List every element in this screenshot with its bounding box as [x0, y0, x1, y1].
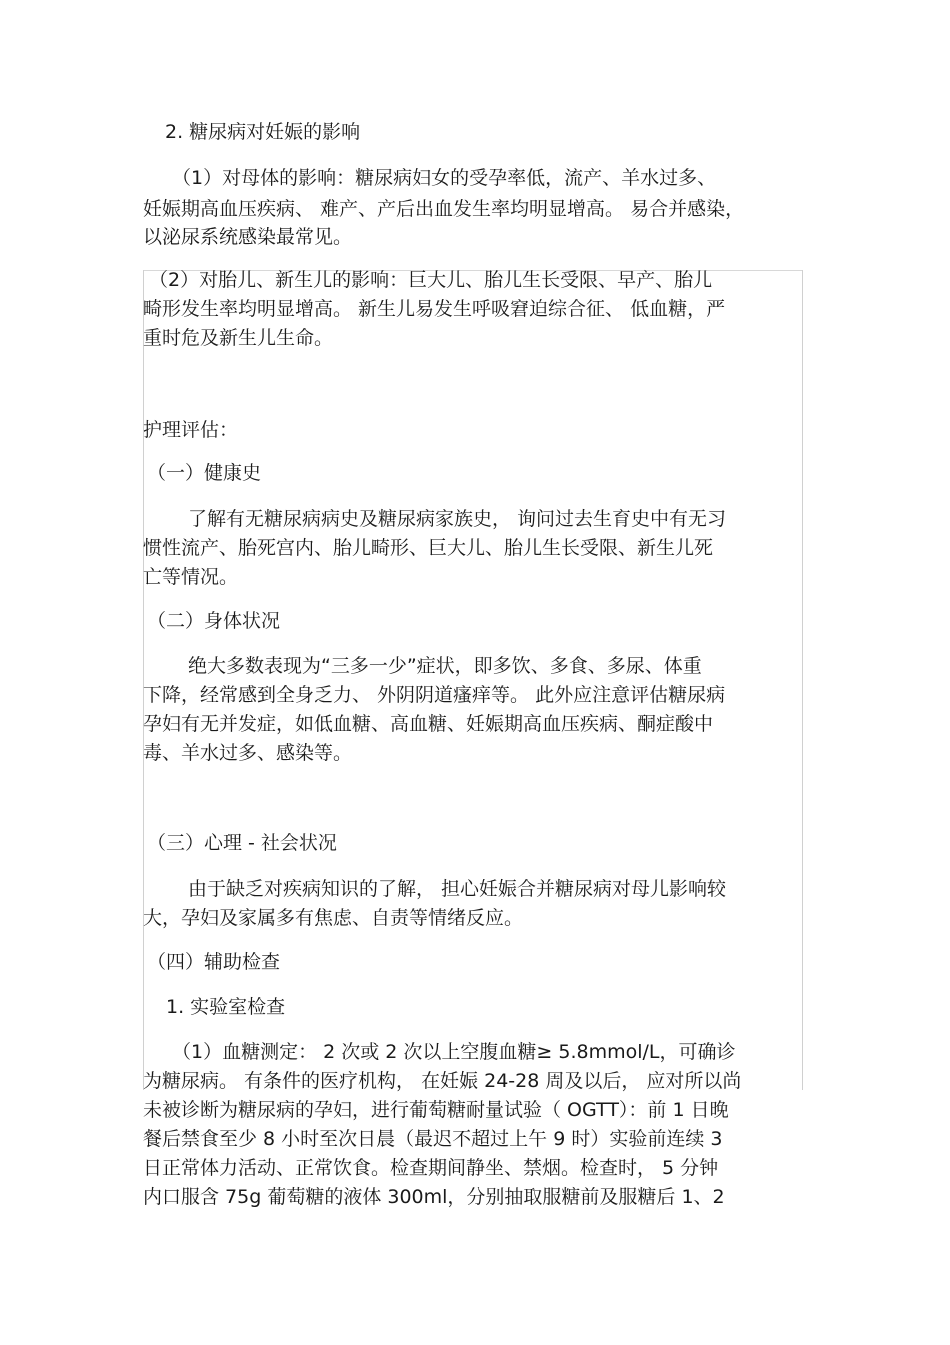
section-heading: 护理评估： — [143, 419, 239, 441]
paragraph-line: 内口服含 75g 葡萄糖的液体 300ml，分别抽取服糖前及服糖后 1、2 — [143, 1186, 725, 1208]
paragraph-line: 惯性流产、胎死宫内、胎儿畸形、巨大儿、胎儿生长受限、新生儿死 — [143, 537, 714, 559]
paragraph-line: 畸形发生率均明显增高。 新生儿易发生呼吸窘迫综合征、 低血糖，严 — [143, 298, 726, 320]
table-border-right — [802, 270, 803, 1090]
paragraph-line: 绝大多数表现为“三多一少”症状，即多饮、多食、多尿、体重 — [188, 655, 702, 677]
subsection-heading: （四）辅助检查 — [147, 951, 281, 973]
subsection-heading: （三）心理 - 社会状况 — [147, 832, 337, 854]
paragraph-line: 重时危及新生儿生命。 — [143, 327, 334, 349]
paragraph-line: 日正常体力活动、正常饮食。检查期间静坐、禁烟。检查时， 5 分钟 — [143, 1157, 719, 1179]
subsection-heading: 1. 实验室检查 — [166, 996, 286, 1018]
paragraph-line: 未被诊断为糖尿病的孕妇，进行葡萄糖耐量试验（ OGTT）：前 1 日晚 — [143, 1099, 729, 1121]
paragraph-line: 亡等情况。 — [143, 566, 239, 588]
section-heading: 2. 糖尿病对妊娠的影响 — [165, 121, 361, 143]
paragraph-line: 了解有无糖尿病病史及糖尿病家族史， 询问过去生育史中有无习 — [188, 508, 727, 530]
paragraph-line: 孕妇有无并发症，如低血糖、高血糖、妊娠期高血压疾病、酮症酸中 — [143, 713, 714, 735]
paragraph-line: 以泌尿系统感染最常见。 — [143, 226, 353, 248]
paragraph-line: 为糖尿病。 有条件的医疗机构， 在妊娠 24-28 周及以后， 应对所以尚 — [143, 1070, 742, 1092]
paragraph-line: 下降，经常感到全身乏力、 外阴阴道瘙痒等。 此外应注意评估糖尿病 — [143, 684, 726, 706]
subsection-heading: （二）身体状况 — [147, 610, 281, 632]
paragraph-line: 毒、羊水过多、感染等。 — [143, 742, 353, 764]
paragraph-line: （1）血糖测定： 2 次或 2 次以上空腹血糖≥ 5.8mmol/L，可确诊 — [172, 1041, 736, 1063]
table-border-left — [143, 270, 144, 1090]
paragraph-line: 由于缺乏对疾病知识的了解， 担心妊娠合并糖尿病对母儿影响较 — [188, 878, 727, 900]
paragraph-line: （1）对母体的影响：糖尿病妇女的受孕率低，流产、羊水过多、 — [172, 167, 717, 189]
paragraph-line: （2）对胎儿、新生儿的影响：巨大儿、胎儿生长受限、早产、胎儿 — [149, 269, 713, 291]
subsection-heading: （一）健康史 — [147, 462, 262, 484]
paragraph-line: 餐后禁食至少 8 小时至次日晨（最迟不超过上午 9 时）实验前连续 3 — [143, 1128, 723, 1150]
paragraph-line: 大，孕妇及家属多有焦虑、自责等情绪反应。 — [143, 907, 524, 929]
paragraph-line: 妊娠期高血压疾病、 难产、产后出血发生率均明显增高。 易合并感染， — [143, 198, 745, 220]
